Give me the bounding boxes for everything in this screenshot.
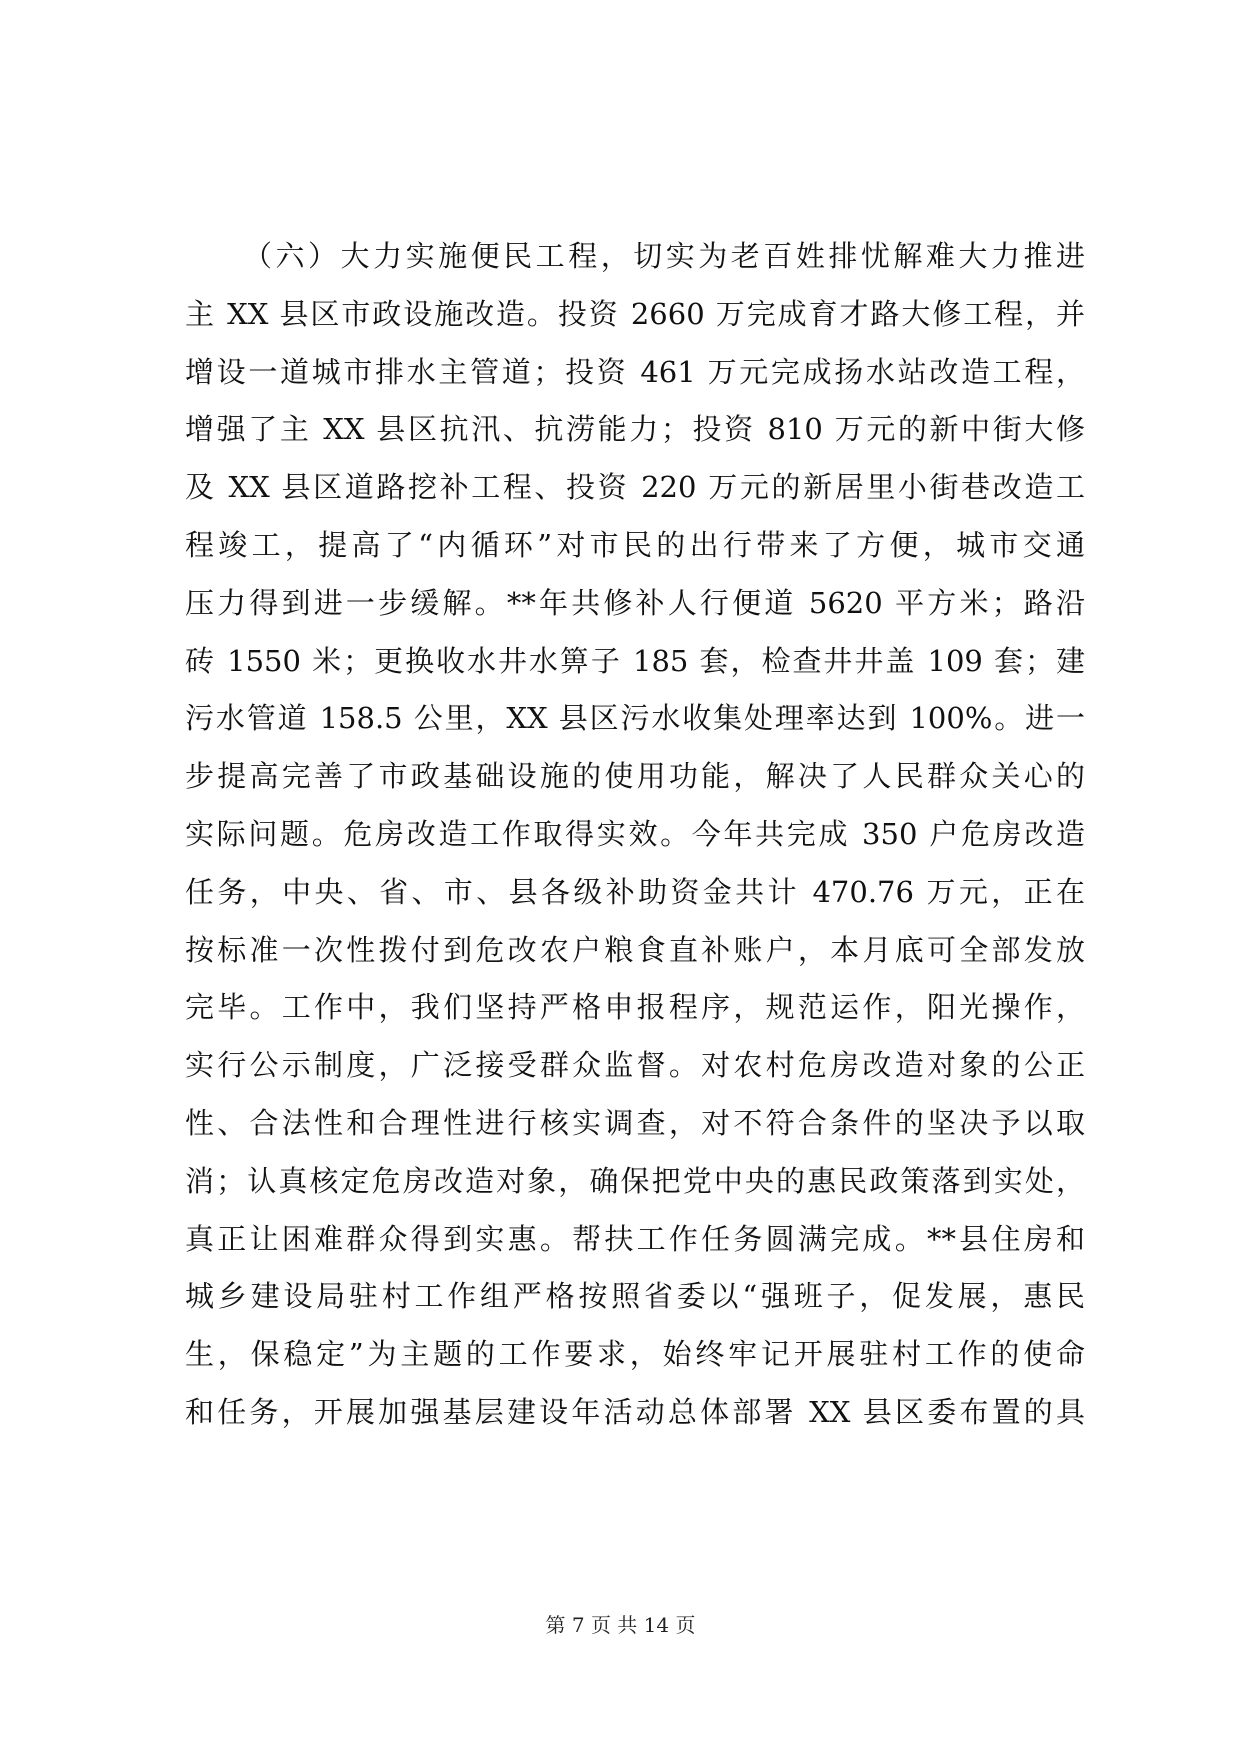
paragraph-line: 污水管道 158.5 公里，XX 县区污水收集处理率达到 100%。进一 xyxy=(185,701,1085,736)
paragraph-line: 消；认真核定危房改造对象，确保把党中央的惠民政策落到实处， xyxy=(185,1163,1085,1198)
paragraph-line: 任务，中央、省、市、县各级补助资金共计 470.76 万元，正在 xyxy=(185,874,1085,909)
paragraph-line: 及 XX 县区道路挖补工程、投资 220 万元的新居里小街巷改造工 xyxy=(185,470,1085,505)
paragraph-line: 实际问题。危房改造工作取得实效。今年共完成 350 户危房改造 xyxy=(185,816,1085,851)
paragraph-line: （六）大力实施便民工程，切实为老百姓排忧解难大力推进 xyxy=(243,239,1085,273)
paragraph-line: 和任务，开展加强基层建设年活动总体部署 XX 县区委布置的具 xyxy=(185,1394,1085,1429)
paragraph-line: 按标准一次性拨付到危改农户粮食直补账户，本月底可全部发放 xyxy=(185,932,1085,967)
paragraph-line: 增设一道城市排水主管道；投资 461 万元完成扬水站改造工程， xyxy=(185,354,1085,389)
paragraph-line: 程竣工，提高了“内循环”对市民的出行带来了方便，城市交通 xyxy=(185,527,1085,562)
page-number-footer: 第 7 页 共 14 页 xyxy=(545,1613,696,1637)
paragraph-line: 实行公示制度，广泛接受群众监督。对农村危房改造对象的公正 xyxy=(185,1048,1085,1083)
paragraph-line: 压力得到进一步缓解。**年共修补人行便道 5620 平方米；路沿 xyxy=(185,585,1085,620)
body-paragraph xyxy=(185,228,1085,1442)
paragraph-line: 性、合法性和合理性进行核实调查，对不符合条件的坚决予以取 xyxy=(185,1105,1085,1140)
paragraph-line: 砖 1550 米；更换收水井水箅子 185 套，检查井井盖 109 套；建 xyxy=(185,643,1085,678)
paragraph-line: 步提高完善了市政基础设施的使用功能，解决了人民群众关心的 xyxy=(185,759,1085,794)
paragraph-line: 生，保稳定”为主题的工作要求，始终牢记开展驻村工作的使命 xyxy=(185,1337,1085,1372)
paragraph-line: 城乡建设局驻村工作组严格按照省委以“强班子，促发展，惠民 xyxy=(185,1279,1085,1314)
paragraph-line: 增强了主 XX 县区抗汛、抗涝能力；投资 810 万元的新中街大修 xyxy=(185,412,1085,447)
paragraph-line: 真正让困难群众得到实惠。帮扶工作任务圆满完成。**县住房和 xyxy=(185,1221,1085,1256)
paragraph-line: 主 XX 县区市政设施改造。投资 2660 万完成育才路大修工程，并 xyxy=(185,296,1085,331)
paragraph-line: 完毕。工作中，我们坚持严格申报程序，规范运作，阳光操作， xyxy=(185,990,1085,1025)
